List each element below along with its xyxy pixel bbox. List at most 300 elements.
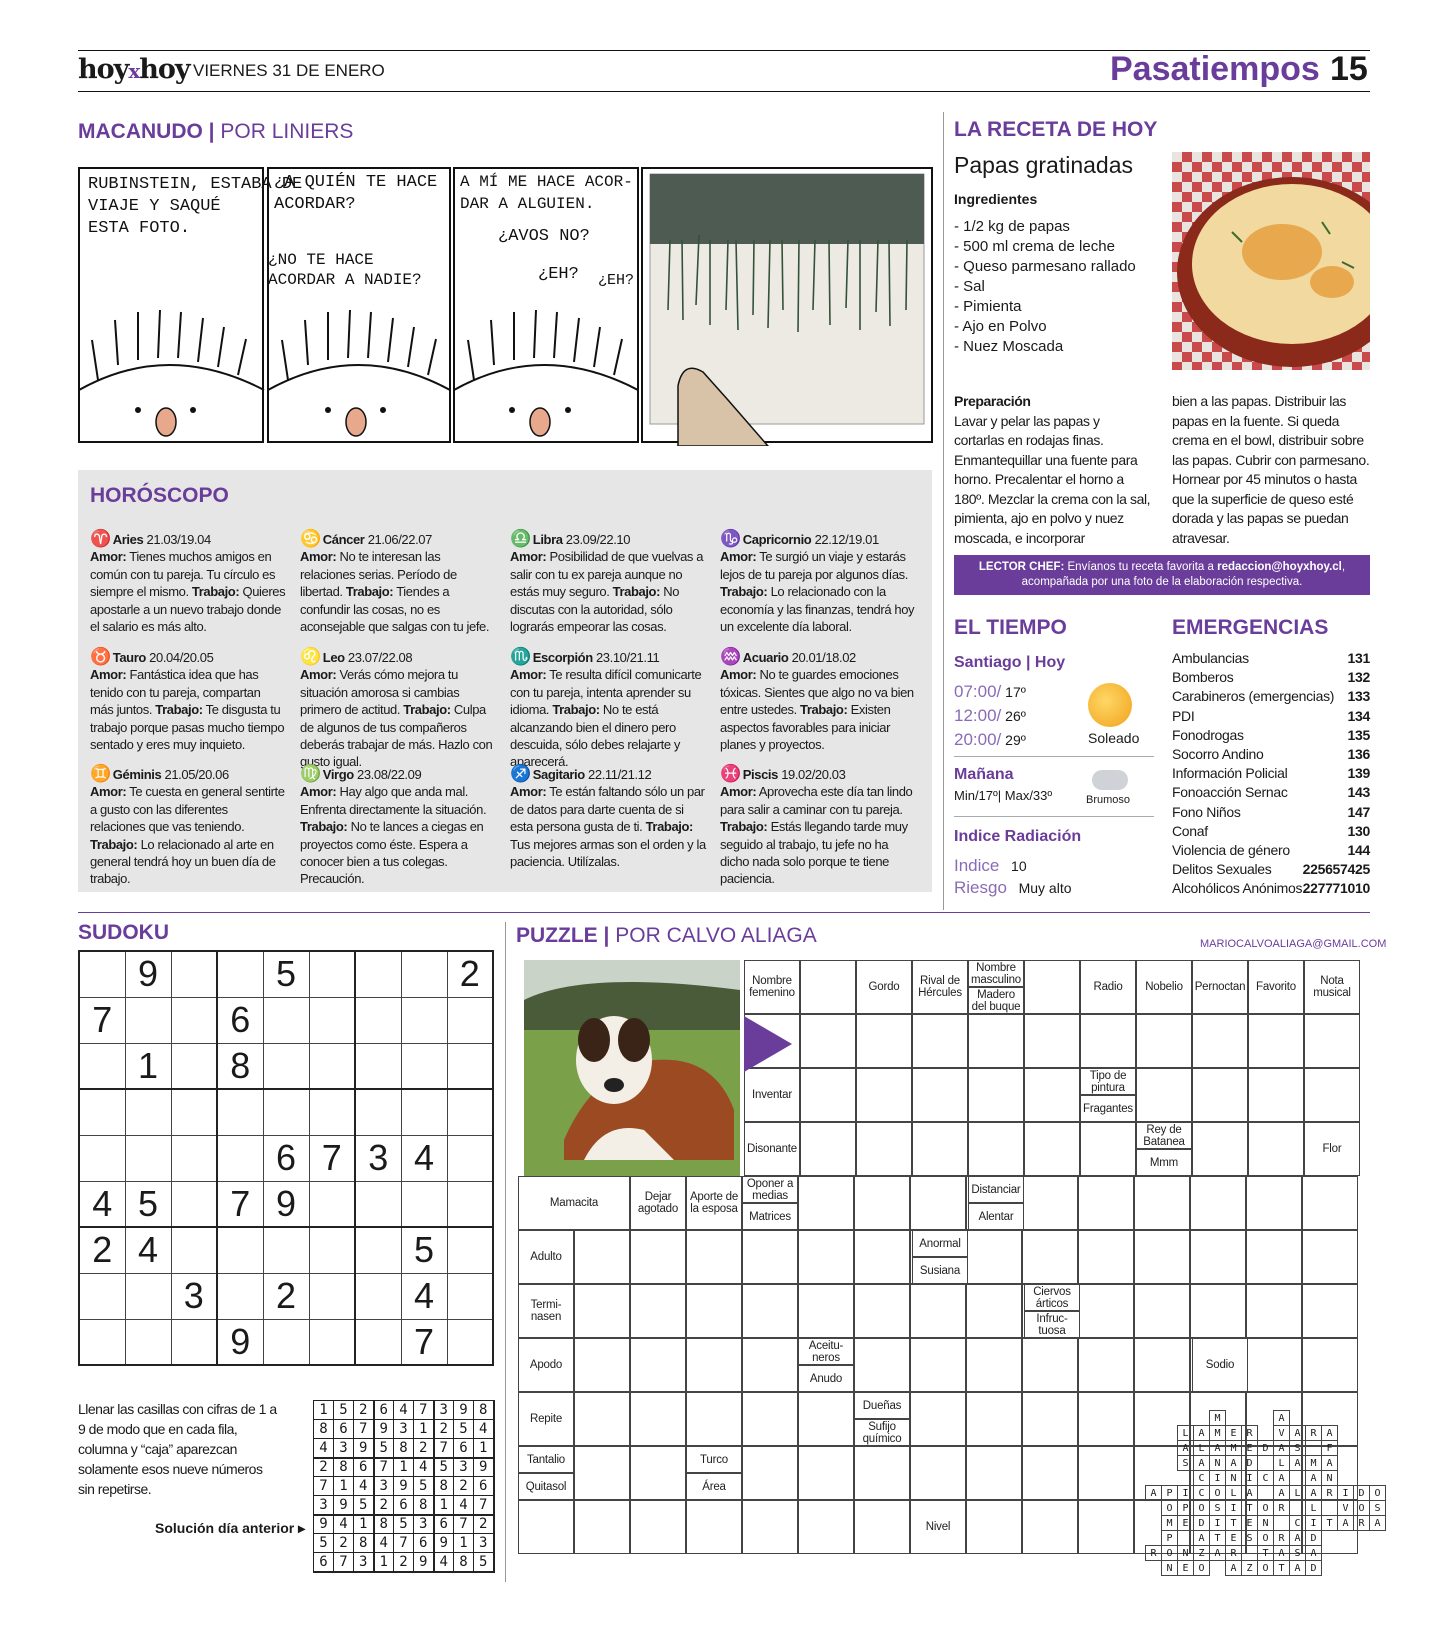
sudoku-cell[interactable]: 2 — [447, 951, 493, 997]
crossword-cell[interactable] — [574, 1392, 630, 1446]
crossword-cell[interactable] — [966, 1500, 1022, 1554]
crossword-cell[interactable] — [854, 1230, 910, 1284]
ingredient: - Queso parmesano rallado — [954, 258, 1136, 275]
crossword-cell[interactable] — [1078, 1392, 1134, 1446]
crossword-cell[interactable] — [1246, 1176, 1302, 1230]
sudoku-cell[interactable] — [355, 997, 401, 1043]
sudoku-cell[interactable] — [355, 1089, 401, 1135]
sudoku-cell[interactable]: 9 — [125, 951, 171, 997]
sudoku-cell[interactable]: 9 — [263, 1181, 309, 1227]
sudoku-cell[interactable] — [79, 1089, 125, 1135]
recipe-photo — [1172, 152, 1370, 370]
crossword-cell[interactable] — [854, 1176, 910, 1230]
sudoku-cell[interactable] — [263, 1089, 309, 1135]
sudoku-cell[interactable] — [171, 1227, 217, 1273]
crossword-cell[interactable] — [1248, 1068, 1304, 1122]
prev-solution-cell: E — [1178, 1516, 1194, 1531]
amor-label: Amor: — [720, 667, 757, 683]
crossword-cell[interactable] — [1246, 1284, 1302, 1338]
prev-solution-cell: A — [1290, 1531, 1306, 1546]
crossword-cell[interactable] — [630, 1338, 686, 1392]
crossword-cell[interactable] — [1190, 1176, 1246, 1230]
sudoku-cell[interactable] — [79, 1043, 125, 1089]
clue-rival: Rival de Hércules — [912, 960, 968, 1014]
sudoku-cell[interactable]: 7 — [401, 1319, 447, 1365]
crossword-cell[interactable] — [1134, 1338, 1190, 1392]
crossword-cell[interactable] — [1134, 1284, 1190, 1338]
prev-solution-cell: C — [1194, 1471, 1210, 1486]
trabajo-text: Lo relacionado con la economía y las finanzas, tendrá hoy un excelente día laboral. — [720, 584, 915, 635]
crossword-cell[interactable] — [574, 1338, 630, 1392]
clue-terminasen: Termi- nasen — [518, 1284, 574, 1338]
emergency-row — [1172, 765, 1370, 781]
sign-dates: 22.12/19.01 — [814, 532, 879, 547]
comic-text: ¿EH? — [538, 265, 579, 284]
emergency-number: 135 — [1347, 726, 1370, 743]
crossword-cell[interactable] — [686, 1338, 742, 1392]
crossword-cell[interactable] — [1078, 1230, 1134, 1284]
sudoku-cell[interactable]: 5 — [263, 951, 309, 997]
sudoku-cell[interactable]: 4 — [125, 1227, 171, 1273]
clue-mmm: Mmm — [1136, 1149, 1192, 1176]
crossword-cell[interactable] — [574, 1230, 630, 1284]
emergency-number: 143 — [1347, 784, 1370, 801]
sudoku-cell[interactable] — [171, 1089, 217, 1135]
crossword-cell[interactable] — [1024, 1122, 1080, 1176]
sudoku-cell[interactable] — [401, 951, 447, 997]
index-value: 10 — [1011, 858, 1027, 874]
sudoku-cell[interactable]: 4 — [79, 1181, 125, 1227]
crossword-cell[interactable] — [1136, 1014, 1192, 1068]
sudoku-cell[interactable] — [125, 1135, 171, 1181]
sudoku-cell[interactable] — [79, 1135, 125, 1181]
clue-nombre_masc: Nombre masculino — [968, 960, 1024, 987]
sudoku-cell[interactable] — [447, 1227, 493, 1273]
crossword-cell[interactable] — [1022, 1500, 1078, 1554]
emergency-number: 144 — [1347, 842, 1370, 858]
crossword-cell[interactable] — [1022, 1230, 1078, 1284]
emergency-number: 225657425 — [1302, 861, 1370, 878]
emergency-name: Conaf — [1172, 822, 1208, 839]
prev-solution-cell: O — [1354, 1501, 1370, 1516]
prev-solution-cell: A — [1274, 1441, 1290, 1456]
crossword-cell[interactable] — [1024, 1068, 1080, 1122]
sudoku-cell[interactable] — [355, 1319, 401, 1365]
sudoku-cell[interactable]: 5 — [401, 1227, 447, 1273]
crossword-cell[interactable] — [1192, 1122, 1248, 1176]
crossword-cell[interactable] — [742, 1446, 798, 1500]
prev-solution-cell — [1242, 1411, 1258, 1426]
crossword-cell[interactable] — [1078, 1338, 1134, 1392]
crossword-cell[interactable] — [966, 1392, 1022, 1446]
sudoku-cell[interactable] — [217, 1227, 263, 1273]
crossword-cell[interactable] — [800, 1122, 856, 1176]
clue-aporte: Aporte de la esposa — [686, 1176, 742, 1230]
sudoku-cell[interactable]: 2 — [79, 1227, 125, 1273]
crossword-cell[interactable] — [1302, 1284, 1358, 1338]
solution-cell: 3 — [334, 1439, 354, 1458]
amor-text: Hay algo que anda mal. Enfrenta directamente la situación. — [300, 784, 487, 817]
sudoku-cell[interactable] — [401, 997, 447, 1043]
emergencies-heading: EMERGENCIAS — [1172, 616, 1329, 639]
crossword-cell[interactable] — [1248, 1122, 1304, 1176]
crossword-cell[interactable] — [742, 1230, 798, 1284]
sudoku-cell[interactable] — [447, 1181, 493, 1227]
recipe-prep-1 — [954, 392, 1152, 548]
trabajo-label: Trabajo: — [645, 819, 693, 835]
crossword-cell[interactable] — [1248, 1014, 1304, 1068]
crossword-cell[interactable] — [630, 1284, 686, 1338]
sudoku-cell[interactable] — [355, 951, 401, 997]
crossword-cell[interactable] — [800, 960, 856, 1014]
lector-chef-banner — [954, 555, 1370, 595]
solution-cell: 4 — [374, 1534, 394, 1553]
sudoku-cell[interactable] — [217, 1273, 263, 1319]
crossword-cell[interactable] — [630, 1230, 686, 1284]
prev-solution-cell — [1354, 1441, 1370, 1456]
crossword-cell[interactable] — [856, 1068, 912, 1122]
solution-cell: 8 — [354, 1534, 374, 1553]
crossword-cell[interactable] — [798, 1284, 854, 1338]
sudoku-cell[interactable] — [355, 1181, 401, 1227]
prev-solution-cell: A — [1290, 1456, 1306, 1471]
crossword-cell[interactable] — [1078, 1446, 1134, 1500]
crossword-cell[interactable] — [742, 1284, 798, 1338]
crossword-cell[interactable] — [1190, 1230, 1246, 1284]
prev-solution-cell — [1162, 1456, 1178, 1471]
crossword-cell[interactable] — [800, 1014, 856, 1068]
sudoku-cell[interactable]: 7 — [309, 1135, 355, 1181]
ingredients-heading: Ingredientes — [954, 191, 1038, 207]
sudoku-cell[interactable] — [355, 1273, 401, 1319]
index-label: Indice — [954, 856, 1000, 875]
amor-label: Amor: — [720, 784, 757, 800]
amor-text: No te guardes emociones tóxicas. Sientes que algo no va bien entre ustedes. — [720, 667, 914, 718]
clue-nota: Nota musical — [1304, 960, 1360, 1014]
crossword-cell[interactable] — [910, 1392, 966, 1446]
zodiac-icon: ♏ — [510, 647, 531, 666]
prev-solution-cell: A — [1226, 1561, 1242, 1576]
emergency-name: Fonoacción Sernac — [1172, 784, 1288, 801]
sudoku-cell[interactable] — [125, 1089, 171, 1135]
crossword-cell[interactable] — [1136, 1068, 1192, 1122]
crossword-cell[interactable] — [1304, 1014, 1360, 1068]
trabajo-label: Trabajo: — [720, 584, 768, 600]
weather-tomorrow-state: Brumoso — [1086, 794, 1131, 806]
weather-today-state: Soleado — [1088, 730, 1140, 746]
crossword-cell[interactable] — [1080, 1014, 1136, 1068]
crossword-cell[interactable] — [854, 1500, 910, 1554]
sudoku-cell[interactable] — [171, 1319, 217, 1365]
crossword-cell[interactable] — [574, 1500, 630, 1554]
crossword-cell[interactable] — [742, 1392, 798, 1446]
sudoku-cell[interactable] — [79, 1273, 125, 1319]
crossword-cell[interactable] — [798, 1500, 854, 1554]
sudoku-cell[interactable]: 3 — [171, 1273, 217, 1319]
emergency-number: 130 — [1347, 822, 1370, 839]
prev-solution-cell: A — [1322, 1456, 1338, 1471]
crossword-cell[interactable] — [1302, 1338, 1358, 1392]
crossword-cell[interactable] — [910, 1446, 966, 1500]
fog-icon — [1092, 770, 1128, 790]
sudoku-cell[interactable] — [217, 951, 263, 997]
sudoku-cell[interactable]: 9 — [217, 1319, 263, 1365]
crossword-cell[interactable] — [910, 1284, 966, 1338]
prev-solution-cell: L — [1194, 1441, 1210, 1456]
prev-solution-cell: R — [1274, 1501, 1290, 1516]
prev-solution-cell: N — [1258, 1516, 1274, 1531]
crossword-cell[interactable] — [966, 1230, 1022, 1284]
sudoku-cell[interactable] — [171, 1043, 217, 1089]
crossword-cell[interactable] — [1190, 1284, 1246, 1338]
sudoku-cell[interactable] — [309, 1043, 355, 1089]
crossword-cell[interactable] — [910, 1176, 966, 1230]
solution-cell: 9 — [394, 1477, 414, 1496]
crossword-cell[interactable] — [1078, 1500, 1134, 1554]
crossword-cell[interactable] — [1078, 1176, 1134, 1230]
sudoku-cell[interactable] — [309, 1319, 355, 1365]
prev-solution-cell — [1354, 1531, 1370, 1546]
crossword-cell[interactable] — [1080, 1122, 1136, 1176]
crossword-cell[interactable] — [912, 1122, 968, 1176]
sudoku-cell[interactable] — [171, 1181, 217, 1227]
crossword-cell[interactable] — [1024, 1014, 1080, 1068]
trabajo-text: Existen aspectos favorables para iniciar planes y proyectos. — [720, 702, 891, 753]
prev-solution-cell — [1146, 1501, 1162, 1516]
puzzle-byline: POR CALVO ALIAGA — [615, 924, 817, 947]
prev-solution-cell: T — [1258, 1546, 1274, 1561]
sudoku-cell[interactable] — [355, 1227, 401, 1273]
crossword-cell[interactable] — [798, 1176, 854, 1230]
sudoku-cell[interactable] — [79, 951, 125, 997]
sudoku-cell[interactable]: 1 — [125, 1043, 171, 1089]
sudoku-cell[interactable]: 6 — [263, 1135, 309, 1181]
solution-cell: 6 — [374, 1401, 394, 1420]
sudoku-cell[interactable]: 4 — [401, 1273, 447, 1319]
crossword-cell[interactable] — [1134, 1176, 1190, 1230]
sudoku-cell[interactable] — [401, 1089, 447, 1135]
emergency-row — [1172, 746, 1370, 762]
crossword-cell[interactable] — [854, 1284, 910, 1338]
prev-solution-cell: O — [1162, 1546, 1178, 1561]
comic-text: VIAJE Y SAQUÉ — [88, 197, 221, 216]
recipe-name: Papas gratinadas — [954, 152, 1134, 178]
solution-cell: 9 — [334, 1496, 354, 1515]
crossword-cell[interactable] — [1192, 1068, 1248, 1122]
sudoku-cell[interactable] — [401, 1043, 447, 1089]
amor-label: Amor: — [90, 549, 127, 565]
clue-disonante: Disonante — [744, 1122, 800, 1176]
sudoku-cell[interactable] — [309, 1227, 355, 1273]
author-email[interactable]: MARIOCALVOALIAGA@GMAIL.COM — [1200, 938, 1387, 950]
sudoku-cell[interactable]: 2 — [263, 1273, 309, 1319]
sudoku-cell[interactable] — [217, 1135, 263, 1181]
crossword-cell[interactable] — [742, 1338, 798, 1392]
sudoku-cell[interactable] — [125, 1273, 171, 1319]
chef-email[interactable]: redaccion@hoyxhoy.cl — [1217, 561, 1342, 573]
crossword-cell[interactable] — [854, 1338, 910, 1392]
solution-cell: 3 — [414, 1515, 434, 1534]
emergency-row — [1172, 784, 1370, 800]
crossword-cell[interactable] — [1022, 1392, 1078, 1446]
prev-solution-cell: T — [1226, 1516, 1242, 1531]
sudoku-cell[interactable] — [447, 1135, 493, 1181]
prev-solution-cell — [1386, 1486, 1402, 1501]
sudoku-cell[interactable]: 6 — [217, 997, 263, 1043]
prev-solution-cell: O — [1194, 1501, 1210, 1516]
prev-solution-cell — [1354, 1426, 1370, 1441]
sudoku-cell[interactable] — [263, 1043, 309, 1089]
crossword-cell[interactable] — [856, 1122, 912, 1176]
sudoku-cell[interactable] — [447, 1319, 493, 1365]
sign-dates: 19.02/20.03 — [781, 767, 846, 782]
clue-anudo: Anudo — [798, 1365, 854, 1392]
crossword-cell[interactable] — [1022, 1338, 1078, 1392]
prev-solution-cell — [1354, 1456, 1370, 1471]
crossword-cell[interactable] — [630, 1500, 686, 1554]
prev-solution-cell: A — [1210, 1441, 1226, 1456]
sudoku-cell[interactable] — [309, 1181, 355, 1227]
prev-solution-cell: A — [1370, 1516, 1386, 1531]
ingredient: - Pimienta — [954, 298, 1022, 315]
crossword-cell[interactable] — [966, 1446, 1022, 1500]
prev-solution-cell: A — [1210, 1546, 1226, 1561]
sudoku-cell[interactable] — [263, 1319, 309, 1365]
sudoku-cell[interactable] — [447, 997, 493, 1043]
crossword-cell[interactable] — [1024, 960, 1080, 1014]
sudoku-cell[interactable] — [263, 997, 309, 1043]
sudoku-cell[interactable] — [125, 1319, 171, 1365]
crossword-cell[interactable] — [798, 1446, 854, 1500]
crossword-cell[interactable] — [1304, 1068, 1360, 1122]
crossword-cell[interactable] — [798, 1230, 854, 1284]
prev-solution-cell: C — [1258, 1471, 1274, 1486]
crossword-cell[interactable] — [686, 1500, 742, 1554]
crossword-cell[interactable] — [686, 1230, 742, 1284]
sudoku-cell[interactable] — [171, 1135, 217, 1181]
solution-cell: 8 — [414, 1496, 434, 1515]
prev-solution-cell — [1146, 1426, 1162, 1441]
prev-solution-cell — [1162, 1411, 1178, 1426]
trabajo-text: Estás llegando tarde muy seguido al trabajo, tu jefe no ha dicho nada solo porque te tiene paciencia. — [720, 819, 908, 887]
sudoku-cell[interactable] — [447, 1089, 493, 1135]
sudoku-cell[interactable] — [309, 951, 355, 997]
solution-cell: 2 — [434, 1420, 454, 1439]
crossword-cell[interactable] — [968, 1014, 1024, 1068]
sudoku-cell[interactable] — [309, 997, 355, 1043]
crossword-cell[interactable] — [1246, 1230, 1302, 1284]
zodiac-icon: ♐ — [510, 764, 531, 783]
prev-solution-cell: E — [1242, 1516, 1258, 1531]
crossword-cell[interactable] — [630, 1392, 686, 1446]
sudoku-cell[interactable] — [309, 1273, 355, 1319]
sudoku-cell[interactable] — [447, 1043, 493, 1089]
sudoku-cell[interactable]: 4 — [401, 1135, 447, 1181]
prev-solution-cell: A — [1194, 1456, 1210, 1471]
solution-cell: 1 — [394, 1458, 414, 1477]
crossword-cell[interactable] — [910, 1338, 966, 1392]
prev-solution-cell: P — [1162, 1486, 1178, 1501]
sudoku-cell[interactable]: 3 — [355, 1135, 401, 1181]
weather-time: 20:00/ — [954, 730, 1002, 749]
zodiac-icon: ♎ — [510, 529, 531, 548]
emergency-name: Socorro Andino — [1172, 746, 1264, 762]
crossword-cell[interactable] — [1022, 1446, 1078, 1500]
crossword-cell[interactable] — [742, 1500, 798, 1554]
sudoku-cell[interactable] — [263, 1227, 309, 1273]
sudoku-cell[interactable]: 8 — [217, 1043, 263, 1089]
crossword-cell[interactable] — [966, 1284, 1022, 1338]
sudoku-cell[interactable] — [171, 951, 217, 997]
solution-cell: 3 — [354, 1553, 374, 1572]
amor-label: Amor: — [300, 549, 337, 565]
sudoku-cell[interactable] — [79, 1319, 125, 1365]
crossword-cell[interactable] — [574, 1446, 630, 1500]
crossword-cell[interactable] — [968, 1068, 1024, 1122]
sign-name: Cáncer — [322, 532, 365, 547]
sudoku-cell[interactable] — [171, 997, 217, 1043]
crossword-cell[interactable] — [630, 1446, 686, 1500]
sudoku-cell[interactable] — [309, 1089, 355, 1135]
crossword-cell[interactable] — [1022, 1176, 1078, 1230]
crossword-cell[interactable] — [966, 1338, 1022, 1392]
prev-solution-cell: M — [1306, 1456, 1322, 1471]
prev-solution-cell — [1162, 1426, 1178, 1441]
crossword-cell[interactable] — [1134, 1230, 1190, 1284]
solution-cell: 8 — [474, 1401, 494, 1420]
crossword-cell[interactable] — [854, 1446, 910, 1500]
crossword-cell[interactable] — [856, 1014, 912, 1068]
crossword-cell[interactable] — [1302, 1176, 1358, 1230]
emergency-name: Alcohólicos Anónimos — [1172, 880, 1303, 897]
sudoku-grid — [78, 950, 494, 1366]
crossword-cell[interactable] — [968, 1122, 1024, 1176]
sudoku-cell[interactable] — [355, 1043, 401, 1089]
prev-solution-cell — [1146, 1471, 1162, 1486]
solution-cell: 4 — [434, 1553, 454, 1572]
solution-cell: 2 — [374, 1496, 394, 1515]
emergency-row — [1172, 688, 1370, 704]
crossword-cell[interactable] — [574, 1284, 630, 1338]
sudoku-cell[interactable] — [125, 997, 171, 1043]
crossword-cell[interactable] — [912, 1014, 968, 1068]
sudoku-cell[interactable]: 7 — [79, 997, 125, 1043]
sudoku-cell[interactable] — [217, 1089, 263, 1135]
crossword-cell[interactable] — [1246, 1338, 1302, 1392]
sudoku-cell[interactable]: 5 — [125, 1181, 171, 1227]
sudoku-cell[interactable] — [447, 1273, 493, 1319]
emergency-name: Delitos Sexuales — [1172, 861, 1272, 878]
crossword-cell[interactable] — [798, 1392, 854, 1446]
sun-icon — [1088, 683, 1132, 727]
horoscope-heading: HORÓSCOPO — [90, 484, 229, 507]
sudoku-cell[interactable]: 7 — [217, 1181, 263, 1227]
crossword-cell[interactable] — [1078, 1284, 1134, 1338]
prev-solution-cell: P — [1162, 1531, 1178, 1546]
crossword-cell[interactable] — [1302, 1230, 1358, 1284]
crossword-cell[interactable] — [686, 1284, 742, 1338]
crossword-cell[interactable] — [1192, 1014, 1248, 1068]
comic-text: ACORDAR A NADIE? — [268, 271, 422, 289]
sudoku-cell[interactable] — [401, 1181, 447, 1227]
prev-solution-cell: T — [1242, 1501, 1258, 1516]
trabajo-label: Trabajo: — [155, 702, 203, 718]
crossword-cell[interactable] — [686, 1392, 742, 1446]
crossword-cell[interactable] — [800, 1068, 856, 1122]
zodiac-icon: ♓ — [720, 764, 741, 783]
crossword-cell[interactable] — [912, 1068, 968, 1122]
crossword-cell[interactable] — [518, 1500, 574, 1554]
